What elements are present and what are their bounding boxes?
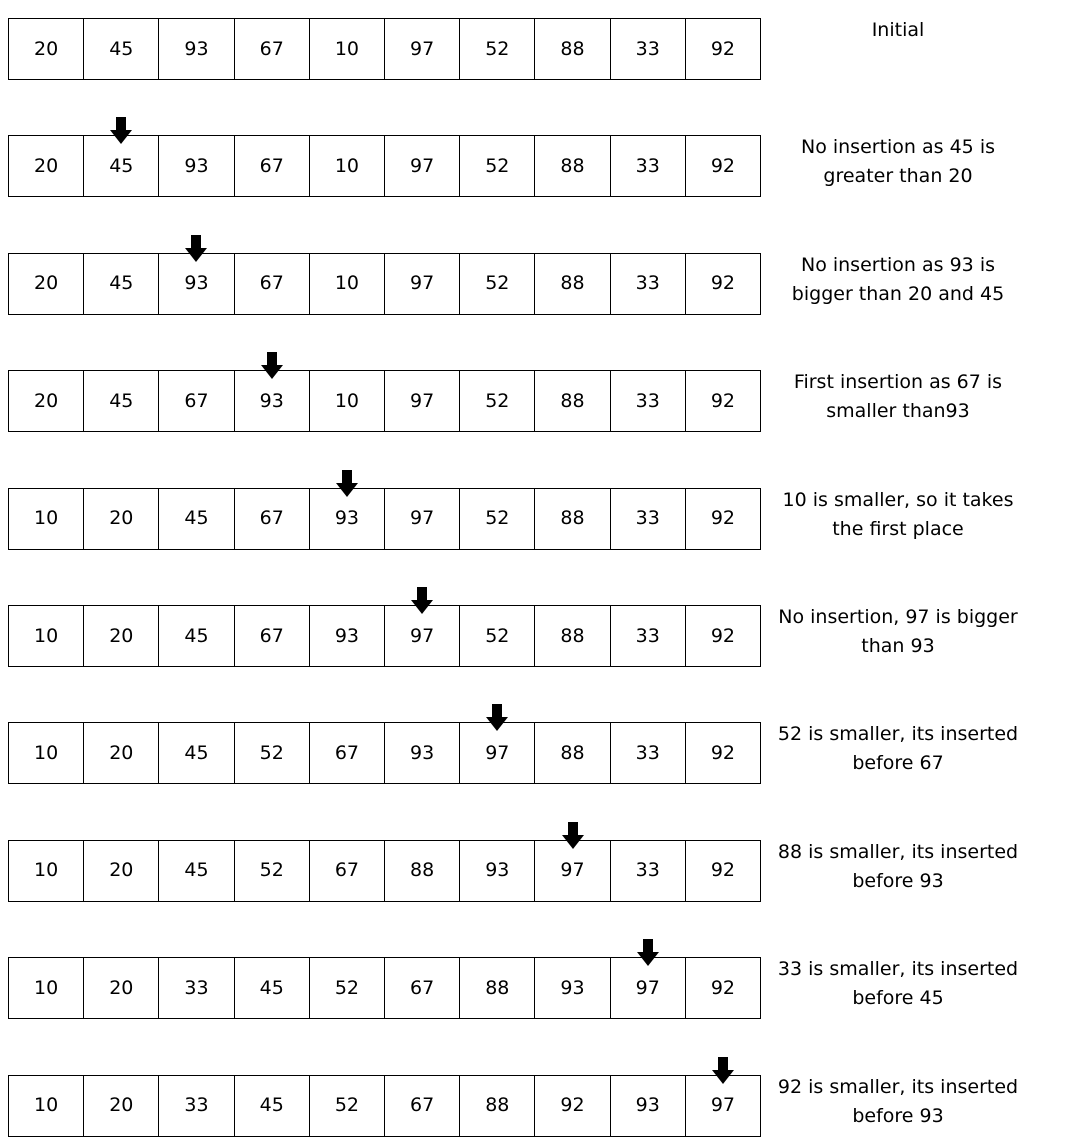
array-cell: 45 <box>159 841 234 901</box>
caption-line: greater than 20 <box>823 165 973 188</box>
down-arrow-icon <box>712 1057 734 1085</box>
array-cell: 10 <box>310 254 385 314</box>
step-caption <box>772 368 1024 426</box>
array-cell: 33 <box>159 958 234 1018</box>
array-cell: 93 <box>611 1076 686 1136</box>
down-arrow-icon <box>637 939 659 967</box>
array-cell: 45 <box>84 19 159 79</box>
caption-line: before 45 <box>852 987 944 1010</box>
caption-line: 92 is smaller, its inserted <box>777 1075 1019 1098</box>
array-cell: 45 <box>235 958 310 1018</box>
array-cell: 52 <box>460 136 535 196</box>
array-cell: 93 <box>385 723 460 783</box>
caption-line: 52 is smaller, its inserted <box>777 723 1019 746</box>
array-cell: 10 <box>9 489 84 549</box>
array-cell: 97 <box>385 606 460 666</box>
caption-line: before 93 <box>852 1104 944 1127</box>
array-cell: 97 <box>710 1094 736 1117</box>
caption-line: smaller than93 <box>826 400 970 423</box>
caption-line: No insertion, 97 is bigger <box>778 606 1018 628</box>
step-caption <box>772 955 1024 1013</box>
array-cell: 45 <box>84 371 159 431</box>
array-cell: 97 <box>385 136 460 196</box>
step-caption <box>772 1073 1024 1131</box>
array-cell: 92 <box>710 976 736 999</box>
array-cell: 20 <box>84 606 159 666</box>
array-cell: 10 <box>9 723 84 783</box>
sort-step <box>0 235 1071 315</box>
caption-line: before 67 <box>852 752 944 775</box>
sort-step <box>0 939 1071 1019</box>
array-cell: 88 <box>535 136 610 196</box>
array-cell: 10 <box>9 958 84 1018</box>
array-cell: 93 <box>159 136 234 196</box>
array-row <box>8 253 761 315</box>
sort-step <box>0 1057 1071 1137</box>
array-cell: 45 <box>159 606 234 666</box>
caption-line: 88 is smaller, its inserted <box>777 840 1019 863</box>
array-cell: 33 <box>611 841 686 901</box>
array-cell: 97 <box>385 489 460 549</box>
array-cell: 92 <box>710 859 736 882</box>
array-cell: 10 <box>310 136 385 196</box>
array-cell: 88 <box>535 489 610 549</box>
array-cell: 52 <box>460 19 535 79</box>
sort-step <box>0 117 1071 197</box>
array-cell: 93 <box>310 489 385 549</box>
array-cell: 67 <box>235 606 310 666</box>
down-arrow-icon <box>562 822 584 850</box>
array-cell: 92 <box>535 1076 610 1136</box>
array-cell: 20 <box>84 723 159 783</box>
array-cell: 45 <box>84 136 159 196</box>
array-row <box>8 1075 761 1137</box>
array-cell: 88 <box>460 1076 535 1136</box>
array-cell: 97 <box>460 723 535 783</box>
down-arrow-icon <box>336 470 358 498</box>
array-cell: 92 <box>710 37 736 60</box>
array-cell: 20 <box>9 254 84 314</box>
array-cell: 93 <box>310 606 385 666</box>
array-cell: 67 <box>385 958 460 1018</box>
down-arrow-icon <box>411 587 433 615</box>
array-cell: 67 <box>235 254 310 314</box>
sort-step <box>0 822 1071 902</box>
array-cell: 20 <box>9 136 84 196</box>
array-cell: 33 <box>611 136 686 196</box>
array-cell: 52 <box>460 489 535 549</box>
array-cell: 33 <box>611 606 686 666</box>
array-cell: 33 <box>611 489 686 549</box>
step-caption <box>772 133 1024 191</box>
caption-line: Initial <box>871 19 925 41</box>
array-row <box>8 488 761 550</box>
array-row <box>8 722 761 784</box>
array-cell: 67 <box>385 1076 460 1136</box>
step-caption <box>772 720 1024 778</box>
array-cell: 97 <box>385 19 460 79</box>
array-cell: 52 <box>460 606 535 666</box>
array-row <box>8 840 761 902</box>
array-cell: 45 <box>159 489 234 549</box>
array-cell: 97 <box>535 841 610 901</box>
array-cell: 52 <box>310 958 385 1018</box>
array-cell: 67 <box>159 371 234 431</box>
array-cell: 10 <box>9 606 84 666</box>
array-cell: 92 <box>710 389 736 412</box>
caption-line: No insertion as 93 is <box>800 253 995 276</box>
array-cell: 33 <box>611 19 686 79</box>
step-caption <box>772 486 1024 544</box>
array-cell: 20 <box>84 1076 159 1136</box>
array-cell: 92 <box>710 624 736 647</box>
array-cell: 93 <box>535 958 610 1018</box>
array-cell: 88 <box>385 841 460 901</box>
array-row <box>8 18 761 80</box>
sort-step <box>0 704 1071 784</box>
array-cell: 52 <box>460 371 535 431</box>
array-cell: 97 <box>611 958 686 1018</box>
array-cell: 45 <box>159 723 234 783</box>
array-cell: 88 <box>535 723 610 783</box>
caption-line: the first place <box>832 517 964 540</box>
caption-line: 33 is smaller, its inserted <box>777 958 1019 981</box>
sort-step <box>0 0 1071 80</box>
array-cell: 93 <box>159 19 234 79</box>
array-cell: 33 <box>159 1076 234 1136</box>
caption-line: than 93 <box>861 635 935 657</box>
array-cell: 97 <box>385 371 460 431</box>
step-caption <box>772 838 1024 896</box>
array-cell: 33 <box>611 371 686 431</box>
array-cell: 88 <box>535 606 610 666</box>
step-caption <box>772 251 1024 309</box>
array-cell: 92 <box>710 507 736 530</box>
array-cell: 52 <box>460 254 535 314</box>
array-cell: 20 <box>9 371 84 431</box>
array-cell: 67 <box>235 489 310 549</box>
array-cell: 45 <box>235 1076 310 1136</box>
array-cell: 67 <box>235 19 310 79</box>
array-cell: 10 <box>9 1076 84 1136</box>
array-cell: 10 <box>9 841 84 901</box>
array-cell: 67 <box>310 723 385 783</box>
array-cell: 92 <box>710 741 736 764</box>
array-row <box>8 370 761 432</box>
array-cell: 88 <box>460 958 535 1018</box>
sort-step <box>0 587 1071 667</box>
array-cell: 52 <box>310 1076 385 1136</box>
array-cell: 20 <box>84 958 159 1018</box>
array-cell: 93 <box>235 371 310 431</box>
array-cell: 45 <box>84 254 159 314</box>
array-cell: 88 <box>535 19 610 79</box>
array-cell: 67 <box>235 136 310 196</box>
array-cell: 52 <box>235 841 310 901</box>
array-cell: 93 <box>159 254 234 314</box>
down-arrow-icon <box>110 117 132 145</box>
array-row <box>8 605 761 667</box>
array-cell: 20 <box>84 489 159 549</box>
sort-step <box>0 470 1071 550</box>
array-cell: 67 <box>310 841 385 901</box>
sort-step <box>0 352 1071 432</box>
step-caption <box>772 16 1024 45</box>
array-cell: 10 <box>310 371 385 431</box>
array-cell: 52 <box>235 723 310 783</box>
array-cell: 20 <box>84 841 159 901</box>
array-cell: 10 <box>310 19 385 79</box>
caption-line: bigger than 20 and 45 <box>791 282 1005 305</box>
array-cell: 93 <box>460 841 535 901</box>
array-cell: 33 <box>611 254 686 314</box>
caption-line: before 93 <box>852 869 944 892</box>
caption-line: 10 is smaller, so it takes <box>782 488 1014 511</box>
down-arrow-icon <box>261 352 283 380</box>
array-cell: 88 <box>535 254 610 314</box>
array-cell: 92 <box>710 154 736 177</box>
array-cell: 88 <box>535 371 610 431</box>
caption-line: First insertion as 67 is <box>793 371 1003 394</box>
step-caption <box>772 603 1024 661</box>
down-arrow-icon <box>486 704 508 732</box>
caption-line: No insertion as 45 is <box>800 136 995 159</box>
array-cell: 97 <box>385 254 460 314</box>
array-cell: 20 <box>9 19 84 79</box>
down-arrow-icon <box>185 235 207 263</box>
array-cell: 92 <box>710 272 736 295</box>
array-cell: 33 <box>611 723 686 783</box>
